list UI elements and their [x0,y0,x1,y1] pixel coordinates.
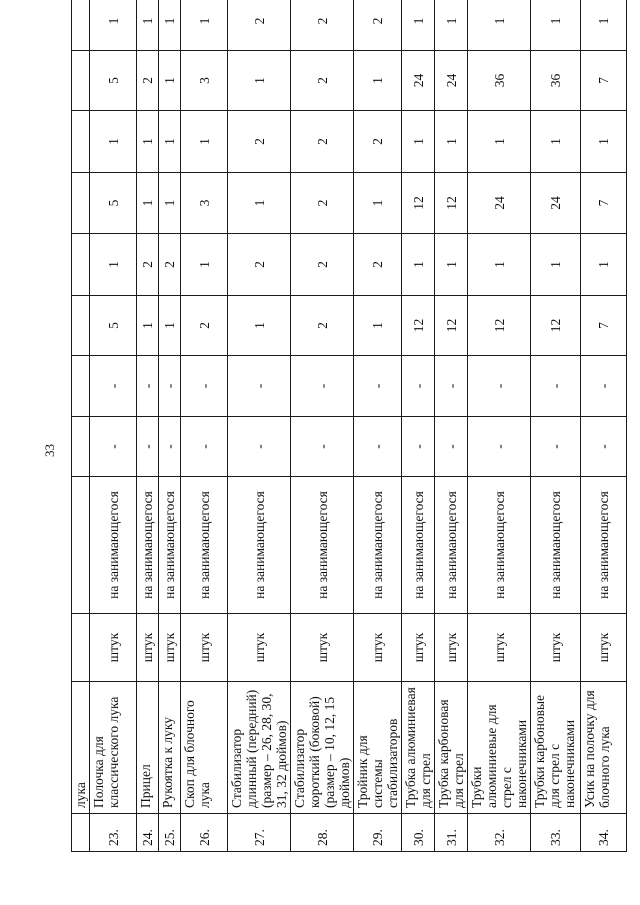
equipment-table [71,0,627,852]
term-cell: 1 [137,0,159,51]
row-number: 28. [291,814,354,852]
term-cell: 1 [581,0,627,51]
qty-cell: 1 [159,51,181,111]
term-cell: 1 [402,111,435,173]
calculation-unit-cell: на занимающегося [468,477,531,614]
item-name: Трубки алюминиевые для стрел с наконечниками [468,682,531,814]
table-row [137,0,159,852]
term-cell: 1 [137,111,159,173]
term-cell: 1 [531,111,581,173]
qty-cell: 24 [435,51,468,111]
qty-cell: 5 [90,173,137,234]
calculation-unit-cell: на занимающегося [228,477,291,614]
qty-cell: 5 [90,296,137,356]
table-row [228,0,291,852]
unit-cell: штук [581,614,627,682]
table-cell [72,111,90,173]
table-row [354,0,402,852]
row-number: 34. [581,814,627,852]
calculation-unit-cell: на занимающегося [402,477,435,614]
term-cell: 2 [354,111,402,173]
term-cell: 2 [137,234,159,296]
row-number: 27. [228,814,291,852]
qty-cell: 36 [468,51,531,111]
row-number: 29. [354,814,402,852]
item-name: Тройник для системы стабилизаторов [354,682,402,814]
table-cell [72,173,90,234]
term-cell: 1 [468,0,531,51]
calculation-unit-cell: на занимающегося [137,477,159,614]
unit-cell: штук [291,614,354,682]
term-cell: 1 [181,234,228,296]
qty-cell: 1 [137,173,159,234]
term-cell: - [435,356,468,417]
item-name: Скоп для блочного лука [181,682,228,814]
table-cell [72,234,90,296]
table-body [72,0,627,852]
unit-cell: штук [531,614,581,682]
row-number: 33. [531,814,581,852]
calculation-unit-cell: на занимающегося [90,477,137,614]
term-cell: 1 [90,234,137,296]
table-cell [72,614,90,682]
table-row [90,0,137,852]
row-number: 30. [402,814,435,852]
item-name: Трубка карбоновая для стрел [435,682,468,814]
row-number: 26. [181,814,228,852]
qty-cell: - [159,417,181,477]
table-row [435,0,468,852]
unit-cell: штук [90,614,137,682]
term-cell: 1 [159,0,181,51]
calculation-unit-cell: на занимающегося [159,477,181,614]
term-cell: 1 [581,111,627,173]
term-cell: 1 [435,234,468,296]
table-cell [72,417,90,477]
item-name: Трубка алюминиевая для стрел [402,682,435,814]
term-cell: - [354,356,402,417]
table-row [468,0,531,852]
term-cell: 1 [159,111,181,173]
table-row [291,0,354,852]
item-name: Рукоятка к луку [159,682,181,814]
qty-cell: - [531,417,581,477]
continuation-cell: лука [72,682,90,814]
table-cell [72,477,90,614]
term-cell: 2 [159,234,181,296]
qty-cell: 1 [159,296,181,356]
unit-cell: штук [435,614,468,682]
qty-cell: 7 [581,51,627,111]
term-cell: - [137,356,159,417]
term-cell: 1 [531,0,581,51]
qty-cell: - [468,417,531,477]
qty-cell: 24 [402,51,435,111]
qty-cell: 24 [468,173,531,234]
term-cell: - [228,356,291,417]
calculation-unit-cell: на занимающегося [354,477,402,614]
qty-cell: - [402,417,435,477]
unit-cell: штук [228,614,291,682]
term-cell: 2 [228,234,291,296]
qty-cell: 2 [181,296,228,356]
qty-cell: 5 [90,51,137,111]
qty-cell: 1 [228,51,291,111]
qty-cell: 12 [402,296,435,356]
calculation-unit-cell: на занимающегося [531,477,581,614]
qty-cell: 12 [402,173,435,234]
qty-cell: 7 [581,296,627,356]
term-cell: 2 [291,111,354,173]
term-cell: - [159,356,181,417]
qty-cell: 1 [354,51,402,111]
term-cell: 2 [354,0,402,51]
qty-cell: 7 [581,173,627,234]
item-name: Усик на полочку для блочного лука [581,682,627,814]
qty-cell: - [228,417,291,477]
qty-cell: 2 [291,51,354,111]
item-name: Стабилизатор короткий (боковой) (размер – 10, 12, 15 дюймов) [291,682,354,814]
unit-cell: штук [468,614,531,682]
qty-cell: 1 [159,173,181,234]
qty-cell: 36 [531,51,581,111]
item-name: Трубки карбоновые для стрел с наконечниками [531,682,581,814]
term-cell: - [581,356,627,417]
qty-cell: - [137,417,159,477]
term-cell: 1 [435,111,468,173]
term-cell: 1 [181,111,228,173]
qty-cell: 2 [137,51,159,111]
unit-cell: штук [354,614,402,682]
table-cell [72,814,90,852]
qty-cell: 1 [228,173,291,234]
table-row [181,0,228,852]
qty-cell: - [354,417,402,477]
table-row [159,0,181,852]
term-cell: - [291,356,354,417]
qty-cell: 1 [354,296,402,356]
rotated-table-container [71,17,612,852]
calculation-unit-cell: на занимающегося [181,477,228,614]
row-number: 25. [159,814,181,852]
unit-cell: штук [402,614,435,682]
term-cell: 1 [531,234,581,296]
row-number: 24. [137,814,159,852]
term-cell: 1 [468,111,531,173]
qty-cell: - [181,417,228,477]
qty-cell: 1 [137,296,159,356]
qty-cell: 3 [181,173,228,234]
table-cell [72,296,90,356]
qty-cell: 3 [181,51,228,111]
table-row [531,0,581,852]
qty-cell: 1 [228,296,291,356]
qty-cell: 2 [291,173,354,234]
term-cell: 2 [228,0,291,51]
unit-cell: штук [181,614,228,682]
qty-cell: - [291,417,354,477]
table-cell [72,356,90,417]
page-number: 33 [42,444,57,457]
term-cell: 2 [228,111,291,173]
term-cell: 1 [468,234,531,296]
continuation-row [72,0,90,852]
calculation-unit-cell: на занимающегося [291,477,354,614]
term-cell: 1 [402,0,435,51]
row-number: 23. [90,814,137,852]
row-number: 31. [435,814,468,852]
table-cell [72,51,90,111]
unit-cell: штук [159,614,181,682]
term-cell: 1 [581,234,627,296]
item-name: Прицел [137,682,159,814]
term-cell: - [181,356,228,417]
qty-cell: - [435,417,468,477]
term-cell: 2 [291,234,354,296]
term-cell: 1 [181,0,228,51]
qty-cell: 24 [531,173,581,234]
term-cell: - [90,356,137,417]
table-cell [72,0,90,51]
qty-cell: 1 [354,173,402,234]
unit-cell: штук [137,614,159,682]
qty-cell: 2 [291,296,354,356]
qty-cell: 12 [435,296,468,356]
qty-cell: 12 [435,173,468,234]
term-cell: 1 [90,0,137,51]
term-cell: - [531,356,581,417]
calculation-unit-cell: на занимающегося [435,477,468,614]
item-name: Полочка для классического лука [90,682,137,814]
item-name: Стабилизатор длинный (передний) (размер – 26, 28, 30, 31, 32 дюймов) [228,682,291,814]
term-cell: 1 [402,234,435,296]
term-cell: - [468,356,531,417]
qty-cell: - [581,417,627,477]
table-row [581,0,627,852]
table-row [402,0,435,852]
qty-cell: 12 [468,296,531,356]
term-cell: 1 [435,0,468,51]
term-cell: 1 [90,111,137,173]
qty-cell: 12 [531,296,581,356]
term-cell: - [402,356,435,417]
term-cell: 2 [291,0,354,51]
term-cell: 2 [354,234,402,296]
qty-cell: - [90,417,137,477]
calculation-unit-cell: на занимающегося [581,477,627,614]
row-number: 32. [468,814,531,852]
